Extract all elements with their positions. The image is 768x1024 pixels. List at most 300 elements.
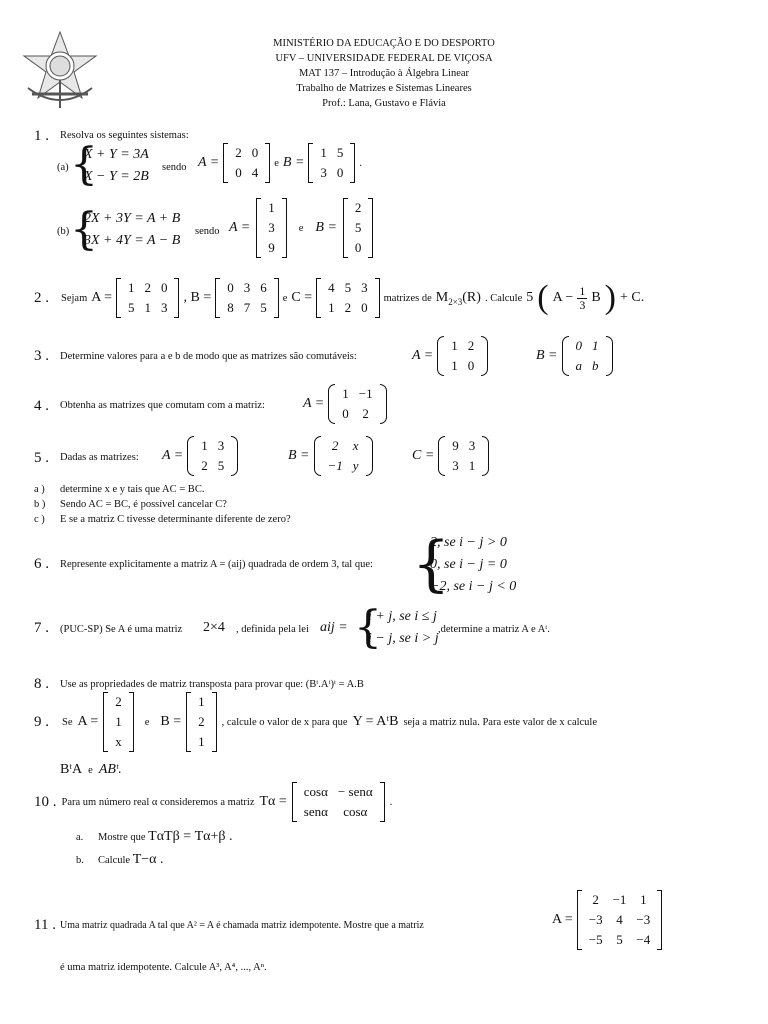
matrix-entry: 3 <box>217 438 225 453</box>
q5-matrix-B-group <box>288 436 373 476</box>
q2-calcule: . Calcule <box>484 292 523 304</box>
q5-item-a-text: determine x e y tais que AC = BC. <box>60 484 205 495</box>
matrix-entry: 2 <box>331 438 339 453</box>
header-line-professors: Prof.: Lana, Gustavo e Flávia <box>322 98 446 109</box>
q5-item-c-text: E se a matriz C tivesse determinante diferente de zero? <box>60 514 291 525</box>
q9-B-eq: B = <box>160 714 182 729</box>
matrix-entry: 0 <box>336 165 344 180</box>
q9-e: e <box>144 716 150 728</box>
matrix-entry: y <box>352 458 359 473</box>
matrix-entry: a <box>575 358 582 373</box>
q2-expr-5: 5 <box>526 290 534 305</box>
matrix-row <box>263 238 280 258</box>
matrix-entry: 2 <box>467 338 475 353</box>
matrix-entry: 1 <box>640 892 647 907</box>
q5-matrix-B-entries <box>323 436 364 476</box>
q5-matrix-C <box>438 436 489 476</box>
matrix-row <box>193 692 210 712</box>
q2-number: 2 . <box>34 289 49 306</box>
q7-text3: ,determine a matriz A e Aᵗ. <box>438 624 550 635</box>
q6-text: Represente explicitamente a matriz A = (aij) quadrada de ordem 3, tal que: <box>60 559 373 570</box>
matrix-row <box>299 802 378 822</box>
q9-matrix-B-left-bracket <box>186 692 191 752</box>
matrix-entry: 2 <box>198 714 205 729</box>
q3-matrix-B <box>562 336 613 376</box>
matrix-entry: 5 <box>616 932 623 947</box>
matrix-entry: 3 <box>452 458 459 473</box>
q3-matrix-A-left-bracket <box>437 336 444 376</box>
matrix-entry: 1 <box>320 145 327 160</box>
q2-row <box>34 278 644 318</box>
q9-matrix-A-right-bracket <box>129 692 134 752</box>
matrix-entry: 0 <box>235 165 242 180</box>
matrix-row <box>350 218 367 238</box>
q10-item-b-text: Calcule <box>98 855 131 866</box>
q2-e: e <box>282 292 288 304</box>
q2-R: (R) <box>462 289 481 305</box>
matrix-row <box>263 218 280 238</box>
q2-expr-A: A − <box>552 290 574 305</box>
q10-item-b-label: b. <box>76 855 84 866</box>
q11-matrix-A-entries <box>584 890 656 950</box>
q1a-matrix-B <box>308 143 355 183</box>
q1b-matrix-B-right-bracket <box>368 198 373 258</box>
matrix-row <box>263 198 280 218</box>
q10-matrix-T-entries <box>299 782 378 822</box>
matrix-row <box>337 404 377 424</box>
q5-item-c-label: c ) <box>34 514 45 525</box>
matrix-entry: 2 <box>235 145 242 160</box>
matrix-row <box>123 278 173 298</box>
q7-dim: 2×4 <box>203 620 225 635</box>
matrix-row <box>299 782 378 802</box>
q1a-brace: { <box>70 139 98 190</box>
matrix-entry: cosα <box>343 804 368 819</box>
q10-dot: . <box>389 796 393 808</box>
matrix-entry: 3 <box>160 300 168 315</box>
matrix-entry: 3 <box>361 280 368 295</box>
q2-expr-end: + C. <box>620 290 645 305</box>
q7-aij: aij = <box>320 620 348 635</box>
q10-matrix-T-right-bracket <box>380 782 385 822</box>
q1b-eq1: 2X + 3Y = A + B <box>84 211 181 226</box>
q2-matrix-B-right-bracket <box>274 278 279 318</box>
q2-matrix-C-left-bracket <box>316 278 321 318</box>
q1-text: Resolva os seguintes sistemas: <box>60 130 189 141</box>
matrix-row <box>571 356 604 376</box>
matrix-row <box>446 356 479 376</box>
q10-text: Para um número real α consideremos a matriz <box>61 796 255 808</box>
matrix-entry: −5 <box>588 932 603 947</box>
matrix-entry: 0 <box>575 338 582 353</box>
q3-number: 3 . <box>34 348 49 364</box>
q9-matrix-B-right-bracket <box>212 692 217 752</box>
matrix-row <box>323 456 364 476</box>
matrix-entry: −1 <box>612 892 627 907</box>
matrix-row <box>193 712 210 732</box>
q2-M-sub: 2×3 <box>448 296 463 307</box>
q9-se: Se <box>62 716 73 728</box>
matrix-entry: 2 <box>201 458 208 473</box>
q2-matrix-B-entries <box>222 278 272 318</box>
q11-number: 11 . <box>34 917 56 933</box>
matrix-entry: 2 <box>115 694 122 709</box>
q7-number: 7 . <box>34 620 49 636</box>
matrix-row <box>315 143 348 163</box>
q11-text: Uma matriz quadrada A tal que A² = A é chamada matriz idempotente. Mostre que a matriz <box>60 920 424 931</box>
matrix-row <box>350 238 367 258</box>
q4-text: Obtenha as matrizes que comutam com a matriz: <box>60 400 265 411</box>
matrix-entry: 2 <box>354 200 362 215</box>
q2-matrix-C <box>316 278 380 318</box>
q1a-A-eq: A = <box>198 155 220 170</box>
q11-matrix-group <box>552 890 662 950</box>
matrix-entry: 2 <box>144 280 151 295</box>
matrix-entry: 4 <box>251 165 259 180</box>
q2-matrix-A-entries <box>123 278 173 318</box>
matrix-entry: 1 <box>201 438 208 453</box>
q2-matrix-A-right-bracket <box>174 278 179 318</box>
q1b-eq2: 3X + 4Y = A − B <box>84 233 181 248</box>
q2-matrix-C-right-bracket <box>375 278 380 318</box>
matrix-entry: 5 <box>217 458 225 473</box>
q10-item-a-expr: TαTβ = Tα+β . <box>148 829 233 844</box>
matrix-entry: 8 <box>227 300 234 315</box>
q5-matrix-C-right-bracket <box>482 436 489 476</box>
q1b-sendo: sendo <box>195 226 220 237</box>
matrix-entry: 1 <box>127 280 135 295</box>
q3-text: Determine valores para a e b de modo que as matrizes são comutáveis: <box>60 351 357 362</box>
matrix-entry: −4 <box>636 932 651 947</box>
q5-B-eq: B = <box>288 448 310 463</box>
q8-number: 8 . <box>34 676 49 692</box>
q3-B-eq: B = <box>536 348 558 363</box>
matrix-entry: 3 <box>468 438 476 453</box>
q7-text2: , definida pela lei <box>236 624 309 635</box>
matrix-entry: 1 <box>451 358 458 373</box>
q2-B-eq: , B = <box>183 290 212 305</box>
q2-matrix-B-left-bracket <box>215 278 220 318</box>
q9-matrix-A <box>103 692 134 752</box>
q1a-matrix-A-entries <box>230 143 263 183</box>
q10-row <box>34 782 392 822</box>
matrix-row <box>350 198 367 218</box>
q5-item-b-label: b ) <box>34 499 46 510</box>
q5-matrix-A-right-bracket <box>231 436 238 476</box>
matrix-entry: senα <box>303 804 328 819</box>
q10-item-a <box>76 826 233 849</box>
matrix-row <box>584 890 656 910</box>
matrix-row <box>446 336 479 356</box>
matrix-entry: cosα <box>303 784 328 799</box>
q1b-matrix-A-left-bracket <box>256 198 261 258</box>
q6-case-1: 2, se i − j > 0 <box>430 535 507 550</box>
matrix-entry: −1 <box>327 458 343 473</box>
header-line-ministry: MINISTÉRIO DA EDUCAÇÃO E DO DESPORTO <box>273 38 495 49</box>
matrix-row <box>123 298 173 318</box>
q5-item-b-text: Sendo AC = BC, é possível cancelar C? <box>60 499 227 510</box>
matrix-entry: −1 <box>358 386 373 401</box>
q5-items <box>34 482 291 527</box>
q1-number: 1 . <box>34 128 49 144</box>
q1b-matrix-A <box>256 198 287 258</box>
q2-matrix-A <box>116 278 180 318</box>
q1a-label: (a) <box>57 162 69 173</box>
matrix-entry: 1 <box>198 694 205 709</box>
q3-matrix-B-entries <box>571 336 604 376</box>
q7-case-1: i + j, se i ≤ j <box>368 609 437 624</box>
matrix-entry: 2 <box>362 406 369 421</box>
q1a-matrix-B-left-bracket <box>308 143 313 183</box>
matrix-entry: −3 <box>636 912 651 927</box>
matrix-entry: 3 <box>243 280 251 295</box>
q9-text2: seja a matriz nula. Para este valor de x calcule <box>403 716 598 728</box>
q5-matrix-A <box>187 436 238 476</box>
matrix-entry: 5 <box>336 145 344 160</box>
q2-M-letter: M <box>435 289 449 305</box>
q3-matrix-A-group <box>412 336 488 376</box>
matrix-row <box>571 336 604 356</box>
q9-BtA: BᵗA <box>60 762 83 777</box>
q1a-matrix-A-right-bracket <box>265 143 270 183</box>
q5-C-eq: C = <box>412 448 435 463</box>
q10-T-eq: Tα = <box>259 794 287 809</box>
matrix-entry: 5 <box>127 300 135 315</box>
matrix-row <box>323 278 373 298</box>
matrix-row <box>196 456 229 476</box>
matrix-entry: 1 <box>115 714 122 729</box>
q7-cases <box>368 606 439 650</box>
matrix-entry: 9 <box>452 438 459 453</box>
matrix-entry: 5 <box>354 220 362 235</box>
q7-text1: (PUC-SP) Se A é uma matriz <box>60 624 183 635</box>
q2-expr-B: B <box>591 290 601 305</box>
matrix-entry: 1 <box>268 200 275 215</box>
matrix-entry: 4 <box>616 912 623 927</box>
matrix-entry: − senα <box>337 784 373 799</box>
header-line-course: MAT 137 – Introdução à Álgebra Linear <box>298 68 470 79</box>
q1b-system <box>84 208 180 252</box>
q10-item-b <box>76 849 233 872</box>
q1b-A-eq: A = <box>229 220 251 235</box>
q1a-eq2: X − Y = 2B <box>84 169 149 184</box>
matrix-row <box>447 436 480 456</box>
q5-matrix-A-left-bracket <box>187 436 194 476</box>
matrix-entry: 0 <box>227 280 234 295</box>
matrix-row <box>110 732 127 752</box>
q9-matrix-A-left-bracket <box>103 692 108 752</box>
q7-case-2: i − j, se i > j <box>368 631 439 646</box>
q1a-matrices <box>198 143 362 183</box>
matrix-entry: x <box>115 734 122 749</box>
q3-matrix-B-right-bracket <box>606 336 613 376</box>
q9-matrix-A-entries <box>110 692 127 752</box>
matrix-entry: 5 <box>344 280 352 295</box>
q1a-matrix-B-entries <box>315 143 348 183</box>
q5-A-eq: A = <box>162 448 184 463</box>
matrix-entry: 0 <box>251 145 259 160</box>
q5-matrix-C-entries <box>447 436 480 476</box>
q6-case-2: 0, se i − j = 0 <box>430 557 507 572</box>
q9-text1: , calcule o valor de x para que <box>221 716 348 728</box>
matrix-entry: 1 <box>468 458 476 473</box>
q10-matrix-T <box>292 782 385 822</box>
q6-brace: { <box>412 529 451 599</box>
q1b-matrix-B-entries <box>350 198 367 258</box>
q1b-brace: { <box>70 204 98 255</box>
matrix-entry: 1 <box>144 300 151 315</box>
matrix-row <box>323 298 373 318</box>
matrix-entry: 0 <box>361 300 368 315</box>
q1b-B-eq: B = <box>315 220 337 235</box>
matrix-entry: 5 <box>260 300 267 315</box>
q2-matrix-A-left-bracket <box>116 278 121 318</box>
header-line-assignment: Trabalho de Matrizes e Sistemas Lineares <box>296 83 472 94</box>
q2-frac-den: 3 <box>579 297 586 312</box>
q1a-sendo: sendo <box>162 162 187 173</box>
q3-matrix-B-group <box>536 336 613 376</box>
matrix-entry: 7 <box>243 300 251 315</box>
q5-item-a-label: a ) <box>34 484 45 495</box>
matrix-row <box>110 692 127 712</box>
matrix-entry: 1 <box>592 338 599 353</box>
q6-cases <box>430 532 516 598</box>
q4-matrix-A-left-bracket <box>328 384 335 424</box>
matrix-entry: −3 <box>588 912 603 927</box>
q5-item-b <box>34 497 291 512</box>
q4-matrix-A <box>328 384 386 424</box>
q3-matrix-B-left-bracket <box>562 336 569 376</box>
q2-A-eq: A = <box>91 290 112 305</box>
matrix-row <box>110 712 127 732</box>
matrix-entry: 1 <box>328 300 335 315</box>
q9-number: 9 . <box>34 713 49 730</box>
q9-matrix-B-entries <box>193 692 210 752</box>
matrix-row <box>230 143 263 163</box>
header-line-university: UFV – UNIVERSIDADE FEDERAL DE VIÇOSA <box>275 53 493 64</box>
matrix-entry: 1 <box>451 338 458 353</box>
q8-text: Use as propriedades de matriz transposta para provar que: (Bᵗ.Aᵗ)ᵗ = A.B <box>60 679 364 690</box>
q10-item-b-expr: T−α . <box>132 852 164 867</box>
q1a-matrix-B-right-bracket <box>350 143 355 183</box>
q10-items <box>76 826 233 872</box>
q5-matrix-B-right-bracket <box>366 436 373 476</box>
q10-matrix-T-left-bracket <box>292 782 297 822</box>
matrix-entry: 0 <box>160 280 168 295</box>
matrix-row <box>447 456 480 476</box>
q11-A-eq: A = <box>552 912 573 927</box>
matrix-entry: b <box>592 358 599 373</box>
q9-matrix-B <box>186 692 217 752</box>
q2-matrizes-de: matrizes de <box>383 292 432 304</box>
q2-matrix-B <box>215 278 279 318</box>
q5-matrix-B-left-bracket <box>314 436 321 476</box>
matrix-entry: 0 <box>342 406 349 421</box>
matrix-entry: 3 <box>320 165 327 180</box>
q1a-e: e <box>274 157 279 169</box>
q11-line2: é uma matriz idempotente. Calcule A³, A⁴, ..., Aⁿ. <box>60 962 267 973</box>
q3-matrix-A-right-bracket <box>481 336 488 376</box>
matrix-entry: 2 <box>592 892 599 907</box>
q1b-matrix-B-left-bracket <box>343 198 348 258</box>
matrix-entry: x <box>352 438 359 453</box>
q1b-matrix-B <box>343 198 374 258</box>
q1a-B-eq: B = <box>282 155 305 170</box>
q2-frac-num: 1 <box>579 283 586 298</box>
q10-item-a-label: a. <box>76 832 84 843</box>
q2-M <box>436 290 481 307</box>
q10-item-a-text: Mostre que <box>98 832 146 843</box>
q9-row <box>34 692 597 752</box>
q3-A-eq: A = <box>412 348 434 363</box>
q1b-matrices <box>229 198 373 258</box>
q5-text: Dadas as matrizes: <box>60 452 139 463</box>
q5-matrix-C-group <box>412 436 489 476</box>
matrix-entry: 0 <box>467 358 475 373</box>
q1a-matrix-A-left-bracket <box>223 143 228 183</box>
matrix-row <box>337 384 377 404</box>
q2-fraction <box>577 285 587 312</box>
q11-matrix-A <box>577 890 663 950</box>
matrix-row <box>584 910 656 930</box>
matrix-entry: 1 <box>198 734 205 749</box>
q1a-dot: . <box>359 157 363 169</box>
q2-C-eq: C = <box>291 290 313 305</box>
q5-matrix-A-entries <box>196 436 229 476</box>
q5-item-a <box>34 482 291 497</box>
matrix-entry: 9 <box>268 240 275 255</box>
q3-matrix-A-entries <box>446 336 479 376</box>
q9-line2-e: e <box>88 765 93 776</box>
matrix-entry: 0 <box>354 240 362 255</box>
q5-item-c <box>34 512 291 527</box>
q1b-matrix-A-entries <box>263 198 280 258</box>
q6-case-3: −2, se i − j < 0 <box>430 579 517 594</box>
q11-matrix-A-right-bracket <box>657 890 662 950</box>
q1b-label: (b) <box>57 226 70 237</box>
q7-brace: { <box>354 602 382 653</box>
matrix-row <box>584 930 656 950</box>
matrix-entry: 2 <box>344 300 352 315</box>
q9-line2 <box>60 762 122 778</box>
q5-matrix-A-group <box>162 436 238 476</box>
matrix-entry: 6 <box>260 280 267 295</box>
q5-matrix-C-left-bracket <box>438 436 445 476</box>
matrix-row <box>222 298 272 318</box>
q1a-eq1: X + Y = 3A <box>84 147 149 162</box>
q1b-e: e <box>298 222 304 234</box>
q3-matrix-A <box>437 336 488 376</box>
matrix-entry: 1 <box>342 386 349 401</box>
q2-matrix-C-entries <box>323 278 373 318</box>
q1a-matrix-A <box>223 143 270 183</box>
matrix-row <box>222 278 272 298</box>
q4-matrix-A-right-bracket <box>380 384 387 424</box>
q1b-matrix-A-right-bracket <box>282 198 287 258</box>
q6-number: 6 . <box>34 556 49 572</box>
q4-matrix-A-entries <box>337 384 377 424</box>
matrix-entry: 3 <box>268 220 275 235</box>
q5-number: 5 . <box>34 450 49 466</box>
q9-expr: Y = AᵗB <box>352 714 399 729</box>
q4-number: 4 . <box>34 398 49 414</box>
q2-sejam: Sejam <box>61 292 88 304</box>
matrix-entry: 4 <box>328 280 335 295</box>
q9-A-eq: A = <box>77 714 99 729</box>
q1a-system <box>84 144 149 188</box>
q5-matrix-B <box>314 436 373 476</box>
q9-ABt: ABᵗ. <box>98 762 122 777</box>
